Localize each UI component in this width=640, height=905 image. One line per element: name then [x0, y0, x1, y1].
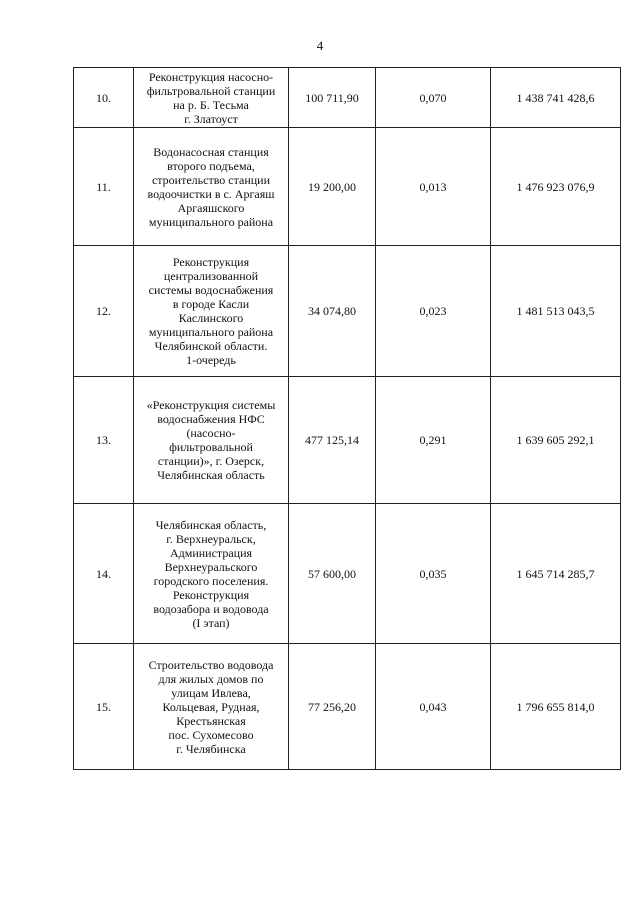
table-row [74, 644, 621, 770]
page-number: 4 [316, 38, 324, 53]
value-ratio: 0,070 [376, 68, 491, 128]
row-number: 15. [74, 644, 134, 770]
value-cost: 57 600,00 [289, 504, 376, 644]
value-total: 1 796 655 814,0 [491, 644, 621, 770]
project-name: Реконструкция централизованной системы водоснабжения в городе Касли Каслинского муниципального района Челябинской области. 1-очередь [134, 246, 289, 377]
row-number: 14. [74, 504, 134, 644]
table-row [74, 246, 621, 377]
project-name: Строительство водовода для жилых домов по улицам Ивлева, Кольцевая, Рудная, Крестьянская пос. Сухомесово г. Челябинска [134, 644, 289, 770]
value-ratio: 0,035 [376, 504, 491, 644]
row-number: 12. [74, 246, 134, 377]
table-row [74, 504, 621, 644]
value-cost: 100 711,90 [289, 68, 376, 128]
value-total: 1 639 605 292,1 [491, 377, 621, 504]
table-row [74, 377, 621, 504]
value-cost: 34 074,80 [289, 246, 376, 377]
project-name: Челябинская область, г. Верхнеуральск, Администрация Верхнеуральского городского поселения. Реконструкция водозабора и водовода (I этап) [134, 504, 289, 644]
value-total: 1 645 714 285,7 [491, 504, 621, 644]
row-number: 10. [74, 68, 134, 128]
row-number: 13. [74, 377, 134, 504]
value-total: 1 438 741 428,6 [491, 68, 621, 128]
value-ratio: 0,291 [376, 377, 491, 504]
row-number: 11. [74, 128, 134, 246]
data-table [73, 67, 621, 770]
value-ratio: 0,023 [376, 246, 491, 377]
value-cost: 19 200,00 [289, 128, 376, 246]
project-name: Водонасосная станция второго подъема, строительство станции водоочистки в с. Аргаяш Аргаяшского муниципального района [134, 128, 289, 246]
value-ratio: 0,043 [376, 644, 491, 770]
value-cost: 77 256,20 [289, 644, 376, 770]
table-row [74, 128, 621, 246]
value-total: 1 481 513 043,5 [491, 246, 621, 377]
value-cost: 477 125,14 [289, 377, 376, 504]
value-total: 1 476 923 076,9 [491, 128, 621, 246]
project-name: «Реконструкция системы водоснабжения НФС (насосно- фильтровальной станции)», г. Озерск, Челябинская область [134, 377, 289, 504]
table-row [74, 68, 621, 128]
value-ratio: 0,013 [376, 128, 491, 246]
project-name: Реконструкция насосно- фильтровальной станции на р. Б. Тесьма г. Златоуст [134, 68, 289, 128]
